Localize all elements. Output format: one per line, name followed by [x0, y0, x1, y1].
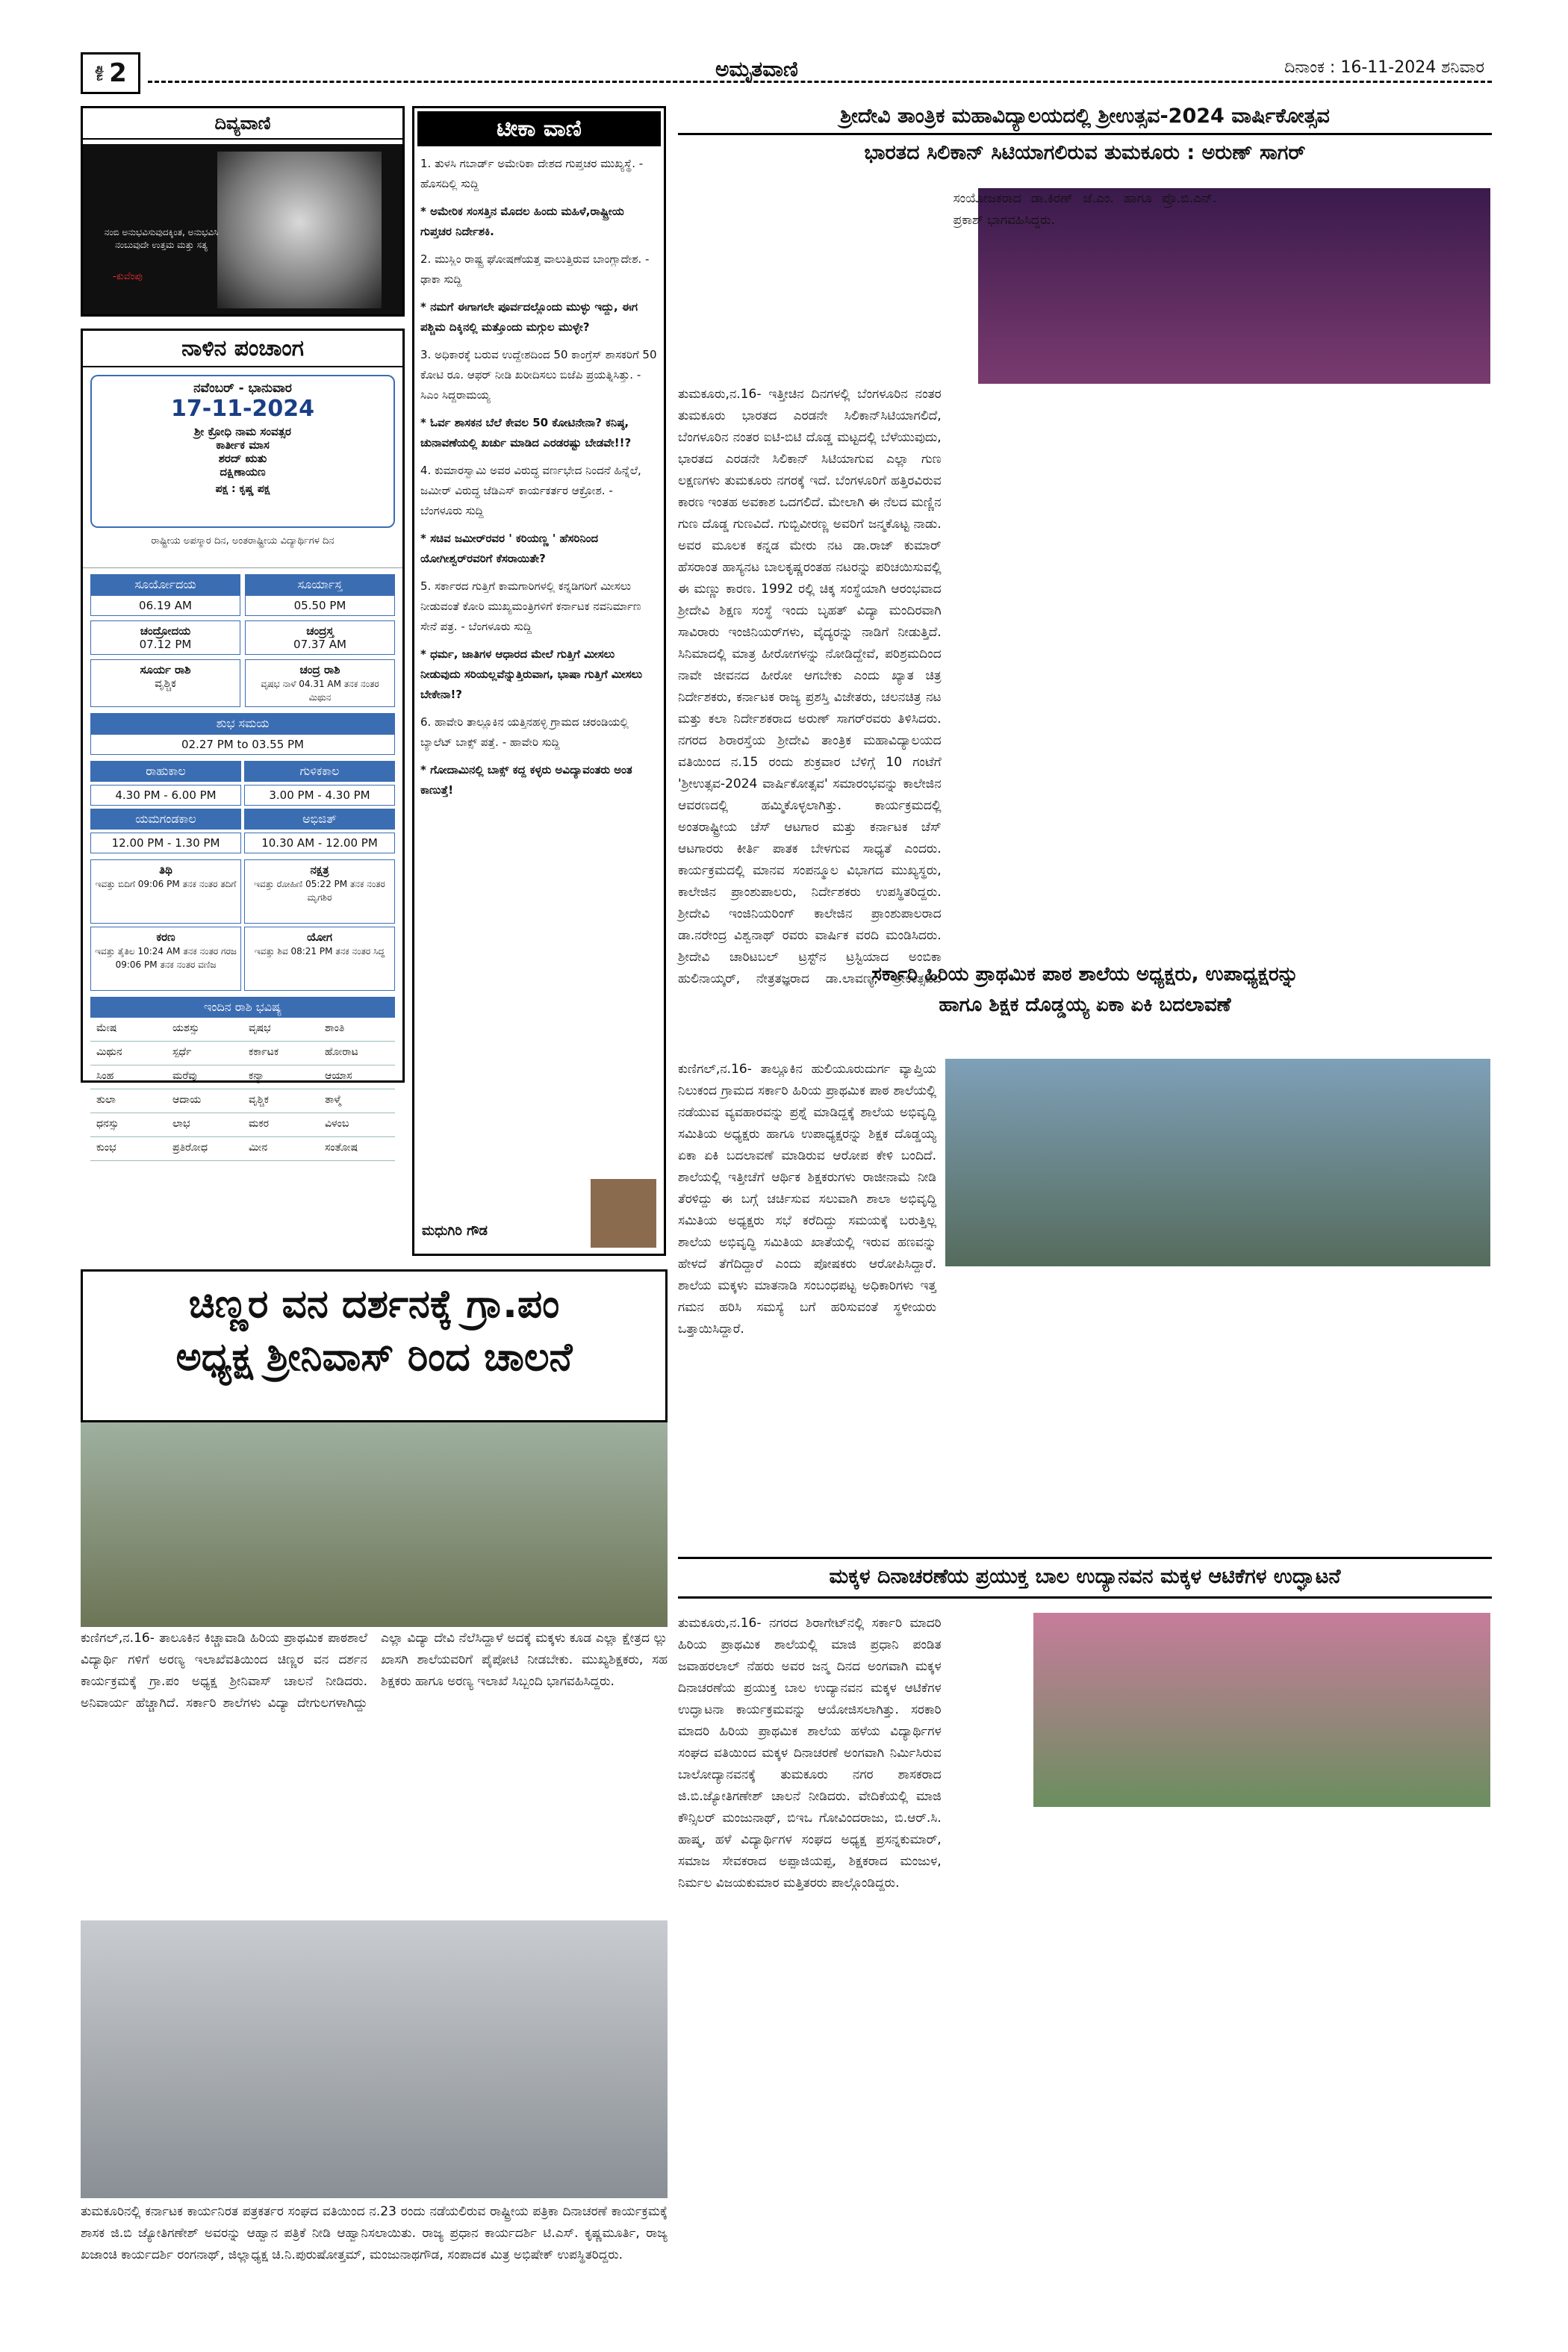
surya-rashi: ವೃಶ್ಚಿಕ — [155, 676, 176, 690]
story4-headline-bar — [678, 1557, 1492, 1599]
story3-body — [81, 1628, 668, 1911]
story3-headline-box — [81, 1269, 668, 1422]
yama-time: 12.00 PM - 1.30 PM — [90, 833, 241, 853]
special-day: ರಾಷ್ಟ್ರೀಯ ಅಪಸ್ಮಾರ ದಿನ, ಅಂತರಾಷ್ಟ್ರೀಯ ವಿದ್ಯಾರ್ಥಿಗಳ ದಿನ — [83, 535, 402, 568]
story2-text: ಕುಣಿಗಲ್,ನ.16- ತಾಲ್ಲೂಕಿನ ಹುಲಿಯೂರುದುರ್ಗ ವ್ಯಾಪ್ತಿಯ ನಿಲುಕಂದ ಗ್ರಾಮದ ಸರ್ಕಾರಿ ಹಿರಿಯ ಪ್ರಾಥಮಿಕ ಪಾಠ ಶಾಲೆಯಲ್ಲಿ ನಡೆಯುವ ವ್ಯವಹಾರವನ್ನು ಪ್ರಶ್ನೆ ಮಾಡಿದ್ದಕ್ಕೆ ಶಾಲೆಯ ಅಭಿವೃದ್ಧಿ ಸಮಿತಿಯ ಅಧ್ಯಕ್ಷರು ಹಾಗೂ ಉಪಾಧ್ಯಕ್ಷರನ್ನು ಶಿಕ್ಷಕ ದೊಡ್ಡಯ್ಯ ಏಕಾ ಏಕಿ ಬದಲಾವಣೆ ಮಾಡಿರುವ ಆರೋಪ ಕೇಳಿ ಬಂದಿದೆ. ಶಾಲೆಯಲ್ಲಿ ಇತ್ತೀಚೆಗೆ ಆರ್ಥಿಕ ಶಿಕ್ಷಕರುಗಳು ರಾಜೀನಾಮೆ ನೀಡಿ ತೆರಳಿದ್ದು ಈ ಬಗ್ಗೆ ಚರ್ಚಿಸುವ ಸಲುವಾಗಿ ಶಾಲಾ ಅಭಿವೃದ್ಧಿ ಸಮಿತಿಯ ಅಧ್ಯಕ್ಷರು ಸಭೆ ಕರೆದಿದ್ದು ಸಮಯಕ್ಕೆ ಬರುತ್ತಿಲ್ಲ ಶಾಲೆಯ ಅಭಿವೃದ್ಧಿ ಸಮಿತಿಯ ಖಾತೆಯಲ್ಲಿ ಇರುವ ಹಣವನ್ನು ಹೇಳದೆ ತೆಗೆದಿದ್ದಾರೆ ಎಂದು ಪೋಷಕರು ಆರೋಪಿಸಿದ್ದಾರೆ. ಶಾಲೆಯ ಮಕ್ಕಳು ಮಾತನಾಡಿ ಸಂಬಂಧಪಟ್ಟ ಅಧಿಕಾರಿಗಳು ಇತ್ತ ಗಮನ ಹರಿಸಿ ಸಮಸ್ಯೆ ಬಗೆ ಹರಿಸುವಂತೆ ಸ್ಥಳೀಯರು ಒತ್ತಾಯಿಸಿದ್ದಾರೆ. — [678, 1062, 936, 1337]
rashi-cell: ಮೀನ — [243, 1137, 319, 1161]
rashi-cell: ಮಕರ — [243, 1113, 319, 1137]
tithi: ಇವತ್ತು ಬಿದಿಗೆ 09:06 PM ತನಕ ನಂತರ ತದಿಗೆ — [95, 879, 237, 889]
moonset: 07.37 AM — [293, 638, 346, 651]
story3-photo-2 — [81, 1920, 668, 2198]
ayana: ದಕ್ಷಿಣಾಯಣ — [220, 465, 266, 479]
story2-photo — [945, 1059, 1490, 1266]
sunrise-label: ಸೂರ್ಯೋದಯ — [90, 574, 240, 595]
moonrise: 07.12 PM — [139, 638, 192, 651]
rashi-cell: ಪ್ರತಿರೋಧ — [167, 1137, 243, 1161]
divyavani-box — [81, 106, 405, 317]
panchanga-title: ನಾಳಿನ ಪಂಚಾಂಗ — [83, 331, 402, 367]
rashi-cell: ಶಾಂತಿ — [319, 1018, 395, 1042]
moonset-label: ಚಂದ್ರಸ್ತ — [306, 624, 334, 638]
yama-label: ಯಮಗಂಡಕಾಲ — [90, 809, 241, 830]
teeka-item: * ಓರ್ವ ಶಾಸಕನ ಬೆಲೆ ಕೇವಲ 50 ಕೋಟಿನೇನಾ? ಕನಿಷ್ಠ, ಚುನಾವಣೆಯಲ್ಲಿ ಖರ್ಚು ಮಾಡಿದ ಎರಡರಷ್ಟು ಬೇಡವೇ!!? — [420, 416, 632, 449]
paper-name: ಅಮೃತವಾಣಿ — [715, 57, 798, 81]
tithi-grid — [83, 859, 402, 991]
paksha: ಪಕ್ಷ : ಕೃಷ್ಣ ಪಕ್ಷ — [215, 483, 270, 495]
story1-kicker: ಶ್ರೀದೇವಿ ತಾಂತ್ರಿಕ ಮಹಾವಿದ್ಯಾಲಯದಲ್ಲಿ ಶ್ರೀಉತ್ಸವ-2024 ವಾರ್ಷಿಕೋತ್ಸವ — [678, 105, 1492, 135]
nakshatra-label: ನಕ್ಷತ್ರ — [310, 863, 329, 877]
sun-moon-grid — [83, 568, 402, 713]
divyavani-author: -ಕುವೆಂಪು — [113, 271, 143, 282]
teeka-item: * ನಮಗೆ ಈಗಾಗಲೇ ಪೂರ್ವದಲ್ಲೊಂದು ಮುಳ್ಳು ಇದ್ದು, ಈಗ ಪಶ್ಚಿಮ ದಿಕ್ಕಿನಲ್ಲಿ ಮತ್ತೊಂದು ಮಗ್ಗುಲ ಮುಳ್ಳೇ? — [420, 300, 638, 334]
rashi-cell: ಸ್ಪರ್ಧೆ — [167, 1042, 243, 1065]
teeka-item: * ಸಚಿವ ಜಮೀರ್‌ರವರ ' ಕರಿಯಣ್ಣ ' ಹೆಸರಿನಿಂದ ಯೋಗೀಶ್ವರ್‌ರವರಿಗೆ ಕೆಸರಾಯಿತೇ? — [420, 532, 599, 565]
story4-headline: ಮಕ್ಕಳ ದಿನಾಚರಣೆಯ ಪ್ರಯುಕ್ತ ಬಾಲ ಉದ್ಯಾನವನ ಮಕ್ಕಳ ಆಟಿಕೆಗಳ ಉದ್ಘಾಟನೆ — [829, 1565, 1341, 1588]
shubha-time: 02.27 PM to 03.55 PM — [90, 734, 395, 755]
surya-rashi-label: ಸೂರ್ಯ ರಾಶಿ — [140, 663, 191, 676]
rashi-title: ಇಂದಿನ ರಾಶಿ ಭವಿಷ್ಯ — [90, 997, 395, 1018]
story3-headline-2: ಅಧ್ಯಕ್ಷ ಶ್ರೀನಿವಾಸ್ ರಿಂದ ಚಾಲನೆ — [175, 1335, 573, 1380]
rutu: ಶರದ್ ಋತು — [218, 452, 267, 465]
story1-text: ತುಮಕೂರು,ನ.16- ಇತ್ತೀಚಿನ ದಿನಗಳಲ್ಲಿ ಬೆಂಗಳೂರಿನ ನಂತರ ತುಮಕೂರು ಭಾರತದ ಎರಡನೇ ಸಿಲಿಕಾನ್‌ಸಿಟಿಯಾಗಲಿದೆ, ಬೆಂಗಳೂರಿನ ನಂತರ ಐಟಿ-ಬಿಟಿ ದೊಡ್ಡ ಮಟ್ಟದಲ್ಲಿ ಬೆಳೆಯುವುದು, ಭಾರತದ ಎರಡನೇ ಸಿಲಿಕಾನ್ ಸಿಟಿಯಾಗುವ ಎಲ್ಲಾ ಗುಣ ಲಕ್ಷಣಗಳು ತುಮಕೂರು ನಗರಕ್ಕೆ ಇದೆ. ಬೆಂಗಳೂರಿಗೆ ಹತ್ತಿರವಿರುವ ಕಾರಣ ಇಂತಹ ಅವಕಾಶ ಒದಗಲಿದೆ. ಮೇಲಾಗಿ ಈ ನೆಲದ ಮಣ್ಣಿನ ಗುಣ ದೊಡ್ಡ ಗುಣವಿದೆ. ಗುಬ್ಬಿವೀರಣ್ಣ ಅವರಿಗೆ ಜನ್ಮಕೊಟ್ಟ ನಾಡು. ಅವರ ಮೂಲಕ ಕನ್ನಡ ಮೇರು ನಟ ಡಾ.ರಾಜ್ ಕುಮಾರ್ ಹೆಸರಾಂತ ಹಾಸ್ಯನಟ ಬಾಲಕೃಷ್ಣರಂತಹ ನಟರನ್ನು ಪರಿಚಯಿಸುವಲ್ಲಿ ಈ ಮಣ್ಣು ಕಾರಣ. 1992 ರಲ್ಲಿ ಚಿಕ್ಕ ಸಂಸ್ಥೆಯಾಗಿ ಆರಂಭವಾದ ಶ್ರೀದೇವಿ ಶಿಕ್ಷಣ ಸಂಸ್ಥೆ ಇಂದು ಬೃಹತ್ ವಿದ್ಯಾ ಮಂದಿರವಾಗಿ ಸಾವಿರಾರು ಇಂಜಿನಿಯರ್‌ಗಳು, ವೈದ್ಯರನ್ನು ನಾಡಿಗೆ ನೀಡುತ್ತಿದೆ. ಸಿನಿಮಾದಲ್ಲಿ ಮಾತ್ರ ಹೀರೋಗಳನ್ನು ನೋಡಿದ್ದೇವೆ, ಪರಿಶ್ರಮದಿಂದ ನಾವೇ ಜೀವನದ ಹೀರೋ ಆಗಬೇಕು ಎಂದು ಖ್ಯಾತ ಚಿತ್ರ ನಿರ್ದೇಶಕರು, ಕರ್ನಾಟಕ ರಾಜ್ಯ ಪ್ರಶಸ್ತಿ ವಿಜೇತರು, ಚಲನಚಿತ್ರ ನಟ ಮತ್ತು ಕಲಾ ನಿರ್ದೇಶಕರಾದ ಅರುಣ್ ಸಾಗರ್‌ರವರು ತಿಳಿಸಿದರು. ನಗರದ ಶಿರಾರಸ್ತೆಯ ಶ್ರೀದೇವಿ ತಾಂತ್ರಿಕ ಮಹಾವಿದ್ಯಾಲಯದ ವತಿಯಿಂದ ನ.15 ರಂದು ಶುಕ್ರವಾರ ಬೆಳಿಗ್ಗೆ 10 ಗಂಟೆಗೆ 'ಶ್ರೀಉತ್ಸವ-2024 ವಾರ್ಷಿಕೋತ್ಸವ' ಸಮಾರಂಭವನ್ನು ಕಾಲೇಜಿನ ಆವರಣದಲ್ಲಿ ಹಮ್ಮಿಕೊಳ್ಳಲಾಗಿತ್ತು. ಕಾರ್ಯಕ್ರಮದಲ್ಲಿ ಅಂತರಾಷ್ಟ್ರೀಯ ಚೆಸ್ ಆಟಗಾರ ಮತ್ತು ಕರ್ನಾಟಕ ಚೆಸ್ ಆಟಗಾರರು ಕೀರ್ತಿ ಪಾತಕ ಬೇಳಗುವ ಸಾಧ್ಯತೆ ಎಂದರು. ಕಾರ್ಯಕ್ರಮದಲ್ಲಿ ಮಾನವ ಸಂಪನ್ಮೂಲ ವಿಭಾಗದ ಮುಖ್ಯಸ್ಥರು, ಕಾಲೇಜಿನ ಪ್ರಾಂಶುಪಾಲರು, ನಿರ್ದೇಶಕರು ಉಪಸ್ಥಿತರಿದ್ದರು. ಶ್ರೀದೇವಿ ಇಂಜಿನಿಯರಿಂಗ್ ಕಾಲೇಜಿನ ಪ್ರಾಂಶುಪಾಲರಾದ ಡಾ.ನರೇಂದ್ರ ವಿಶ್ವನಾಥ್ ರವರು ವಾರ್ಷಿಕ ವರದಿ ಮಂಡಿಸಿದರು. ಶ್ರೀದೇವಿ ಚಾರಿಟಬಲ್ ಟ್ರಸ್ಟ್‌ನ ಟ್ರಸ್ಟಿಯಾದ ಅಂಬಿಕಾ ಹುಲಿನಾಯ್ಕರ್, ನೇತ್ರತಜ್ಞರಾದ ಡಾ.ಲಾವಣ್ಯ, ಶ್ರೀಉತ್ಸವದ ಸಂಯೋಜಕರಾದ ಡಾ.ಕಿರಣ್ ಜೆ.ಎಂ. ಹಾಗೂ ಪ್ರೊ.ಬಿ.ಎನ್. ಪ್ರಕಾಶ್ ಭಾಗವಹಿಸಿದ್ದರು. — [678, 191, 1217, 986]
sunset-label: ಸೂರ್ಯಾಸ್ತ — [245, 574, 395, 595]
story3-headline-1: ಚಿಣ್ಣರ ವನ ದರ್ಶನಕ್ಕೆ ಗ್ರಾ.ಪಂ — [188, 1282, 560, 1327]
sunset: 05.50 PM — [245, 595, 395, 616]
panchanga-box — [81, 329, 405, 1154]
panchanga-date: 17-11-2024 — [171, 396, 314, 422]
photo-spacer — [678, 188, 942, 384]
guli-label: ಗುಳಿಕಕಾಲ — [244, 761, 395, 782]
story1-headlines — [678, 105, 1492, 187]
masa: ಕಾರ್ತೀಕ ಮಾಸ — [216, 438, 270, 452]
story3-text: ಕುಣಿಗಲ್,ನ.16- ತಾಲೂಕಿನ ಕಿಚ್ಚಾವಾಡಿ ಹಿರಿಯ ಪ್ರಾಥಮಿಕ ಪಾಠಶಾಲೆ ವಿದ್ಯಾರ್ಥಿ ಗಳಿಗೆ ಅರಣ್ಯ ಇಲಾಖೆವತಿಯಿಂದ ಚಿಣ್ಣರ ವನ ದರ್ಶನ ಕಾರ್ಯಕ್ರಮಕ್ಕೆ ಗ್ರಾ.ಪಂ ಅಧ್ಯಕ್ಷ ಶ್ರೀನಿವಾಸ್ ಚಾಲನೆ ನೀಡಿದರು. ಅನಿವಾರ್ಯ ಹೆಚ್ಚಾಗಿದೆ. ಸರ್ಕಾರಿ ಶಾಲೆಗಳು ವಿದ್ಯಾ ದೇಗುಲಗಳಾಗಿದ್ದು ಎಲ್ಲಾ ವಿದ್ಯಾ ದೇವಿ ನೆಲೆಸಿದ್ದಾಳೆ ಅದಕ್ಕೆ ಮಕ್ಕಳು ಕೂಡ ಎಲ್ಲಾ ಕ್ಷೇತ್ರದ ಲ್ಲು ಖಾಸಗಿ ಶಾಲೆಯವರಿಗೆ ಪೈಪೋಟಿ ನೀಡಬೇಕು. ಮುಖ್ಯಶಿಕ್ಷಕರು, ಸಹ ಶಿಕ್ಷಕರು ಹಾಗೂ ಅರಣ್ಯ ಇಲಾಖೆ ಸಿಬ್ಬಂದಿ ಭಾಗವಹಿಸಿದ್ದರು. — [81, 1631, 668, 1711]
chandra-rashi-label: ಚಂದ್ರ ರಾಶಿ — [299, 663, 340, 676]
sunrise: 06.19 AM — [90, 595, 240, 616]
author-photo — [591, 1179, 656, 1248]
rashi-cell: ಲಾಭ — [167, 1113, 243, 1137]
divyavani-quote: ನಂಬಿ ಅನುಭವಿಸುವುದಕ್ಕಿಂತ, ಅನುಭವಿಸಿ ನಂಬುವುದೇ ಉತ್ತಮ ಮತ್ತು ಸತ್ಯ — [104, 227, 219, 250]
teeka-item: * ಗೋದಾಮಿನಲ್ಲಿ ಬಾಕ್ಸ್ ಕದ್ದ ಕಳ್ಳರು ಅವಿದ್ಯಾವಂತರು ಅಂತ ಕಾಣುತ್ತೆ! — [420, 763, 632, 797]
divyavani-photo — [83, 144, 402, 314]
story4-text: ತುಮಕೂರು,ನ.16- ನಗರದ ಶಿರಾಗೇಟ್‌ನಲ್ಲಿ ಸರ್ಕಾರಿ ಮಾದರಿ ಹಿರಿಯ ಪ್ರಾಥಮಿಕ ಶಾಲೆಯಲ್ಲಿ ಮಾಜಿ ಪ್ರಧಾನಿ ಪಂಡಿತ ಜವಾಹರಲಾಲ್ ನೆಹರು ಅವರ ಜನ್ಮ ದಿನದ ಅಂಗವಾಗಿ ಮಕ್ಕಳ ದಿನಾಚರಣೆಯ ಪ್ರಯುಕ್ತ ಬಾಲ ಉದ್ಯಾನವನ ಮಕ್ಕಳ ಆಟಿಕೆಗಳ ಉದ್ಘಾಟನಾ ಕಾರ್ಯಕ್ರಮವನ್ನು ಆಯೋಜಿಸಲಾಗಿತ್ತು. ಸರಕಾರಿ ಮಾದರಿ ಹಿರಿಯ ಪ್ರಾಥಮಿಕ ಶಾಲೆಯ ಹಳೆಯ ವಿದ್ಯಾರ್ಥಿಗಳ ಸಂಘದ ವತಿಯಿಂದ ಮಕ್ಕಳ ದಿನಾಚರಣೆ ಅಂಗವಾಗಿ ನಿರ್ಮಿಸಿರುವ ಬಾಲೋದ್ಯಾನವನಕ್ಕೆ ತುಮಕೂರು ನಗರ ಶಾಸಕರಾದ ಜಿ.ಬಿ.ಜ್ಯೋತಿಗಣೇಶ್ ಚಾಲನೆ ನೀಡಿದರು. ವೇದಿಕೆಯಲ್ಲಿ ಮಾಜಿ ಕೌನ್ಸಿಲರ್ ಮಂಜುನಾಥ್, ಬಿಇಒ ಗೋವಿಂದರಾಜು, ಬಿ.ಆರ್.ಸಿ. ಹಾಷ್ಮ, ಹಳೆ ವಿದ್ಯಾರ್ಥಿಗಳ ಸಂಘದ ಅಧ್ಯಕ್ಷ ಪ್ರಸನ್ನಕುಮಾರ್, ಸಮಾಜ ಸೇವಕರಾದ ಅಪ್ಪಾಜಿಯಪ್ಪ, ಶಿಕ್ಷಕರಾದ ಮಂಜುಳ, ನಿರ್ಮಲ ವಿಜಯಕುಮಾರ ಮತ್ತಿತರರು ಪಾಲ್ಗೊಂಡಿದ್ದರು. — [678, 1616, 942, 1891]
rashi-cell: ಮೇಷ — [90, 1018, 167, 1042]
story3-photo — [81, 1422, 668, 1627]
page-number: ಪುಟ 2 — [81, 52, 140, 94]
story2-headline-1: ಸರ್ಕಾರಿ ಹಿರಿಯ ಪ್ರಾಥಮಿಕ ಪಾಠ ಶಾಲೆಯ ಅಧ್ಯಕ್ಷರು, ಉಪಾಧ್ಯಕ್ಷರನ್ನು — [871, 963, 1298, 986]
teeka-item: * ಧರ್ಮ, ಜಾತಿಗಳ ಆಧಾರದ ಮೇಲೆ ಗುತ್ತಿಗೆ ಮೀಸಲು ನೀಡುವುದು ಸರಿಯಲ್ಲವೆನ್ನುತ್ತಿರುವಾಗ, ಭಾಷಾ ಗುತ್ತಿಗೆ ಮೀಸಲು ಬೇಕೇನಾ!? — [420, 647, 643, 701]
story3-caption: ತುಮಕೂರಿನಲ್ಲಿ ಕರ್ನಾಟಕ ಕಾರ್ಯನಿರತ ಪತ್ರಕರ್ತರ ಸಂಘದ ವತಿಯಿಂದ ನ.23 ರಂದು ನಡೆಯಲಿರುವ ರಾಷ್ಟ್ರೀಯ ಪತ್ರಿಕಾ ದಿನಾಚರಣೆ ಕಾರ್ಯಕ್ರಮಕ್ಕೆ ಶಾಸಕ ಜಿ.ಬಿ ಜ್ಯೋತಿಗಣೇಶ್ ಅವರನ್ನು ಆಹ್ವಾನ ಪತ್ರಿಕೆ ನೀಡಿ ಆಹ್ವಾನಿಸಲಾಯಿತು. ರಾಜ್ಯ ಪ್ರಧಾನ ಕಾರ್ಯದರ್ಶಿ ಟಿ.ಎಸ್. ಕೃಷ್ಣಮೂರ್ತಿ, ರಾಜ್ಯ ಖಜಾಂಚಿ ಕಾರ್ಯದರ್ಶಿ ರಂಗನಾಥ್, ಜಿಲ್ಲಾಧ್ಯಕ್ಷ ಚಿ.ನಿ.ಪುರುಷೋತ್ತಮ್, ಮಂಜುನಾಥಗೌಡ, ಸಂಪಾದಕ ಮಿತ್ರ ಅಭಿಷೇಕ್ ಉಪಸ್ಥಿತರಿದ್ದರು. — [81, 2204, 668, 2262]
divyavani-title: ದಿವ್ಯವಾಣಿ — [83, 108, 402, 140]
rashi-table — [90, 1018, 395, 1161]
rashi-cell: ಕನ್ಯಾ — [243, 1065, 319, 1089]
dateline: ದಿನಾಂಕ : 16-11-2024 ಶನಿವಾರ — [1284, 58, 1484, 77]
rashi-cell: ವೃಷಭ — [243, 1018, 319, 1042]
abhi-time: 10.30 AM - 12.00 PM — [244, 833, 395, 853]
rashi-cell: ಮರೆವು — [167, 1065, 243, 1089]
rashi-cell: ತಾಳ್ಮೆ — [319, 1089, 395, 1113]
story1-headline: ಭಾರತದ ಸಿಲಿಕಾನ್ ಸಿಟಿಯಾಗಲಿರುವ ತುಮಕೂರು : ಅರುಣ್ ಸಾಗರ್ — [864, 141, 1306, 164]
rashi-cell: ಕುಂಭ — [90, 1137, 167, 1161]
rashi-cell: ಆದಾಯ — [167, 1089, 243, 1113]
rashi-cell: ವೃಶ್ಚಿಕ — [243, 1089, 319, 1113]
portrait — [217, 152, 382, 308]
rashi-cell: ಕರ್ಕಾಟಕ — [243, 1042, 319, 1065]
masthead — [81, 52, 1492, 97]
chandra-rashi: ವೃಷಭ ನಾಳೆ 04.31 AM ತನಕ ನಂತರ ಮಿಥುನ — [261, 679, 379, 703]
month-day: ನವೆಂಬರ್ - ಭಾನುವಾರ — [193, 381, 292, 396]
rashi-cell: ಆಯಾಸ — [319, 1065, 395, 1089]
teeka-author: ಮಧುಗಿರಿ ಗೌಡ — [422, 1223, 488, 1239]
teeka-item: 3. ಅಧಿಕಾರಕ್ಕೆ ಬರುವ ಉದ್ದೇಶದಿಂದ 50 ಕಾಂಗ್ರೆಸ್ ಶಾಸಕರಿಗೆ 50 ಕೋಟಿ ರೂ. ಆಫರ್ ನೀಡಿ ಖರೀದಿಸಲು ಬಿಜೆಪಿ ಪ್ರಯತ್ನಿಸಿತ್ತು. - ಸಿಎಂ ಸಿದ್ದರಾಮಯ್ಯ — [420, 348, 657, 402]
teeka-vani-box — [412, 106, 666, 1256]
kala-grid — [83, 755, 402, 859]
guli-time: 3.00 PM - 4.30 PM — [244, 785, 395, 806]
rashi-cell: ಯಶಸ್ಸು — [167, 1018, 243, 1042]
story2-headlines — [678, 963, 1492, 1053]
samvatsara: ಶ್ರೀ ಕ್ರೋಧಿ ನಾಮ ಸಂವತ್ಸರ — [194, 425, 291, 438]
nakshatra: ಇವತ್ತು ರೋಹಿಣಿ 05:22 PM ತನಕ ನಂತರ ಮೃಗಶಿರ — [254, 879, 385, 903]
karana: ಇವತ್ತು ತೈತಿಲ 10:24 AM ತನಕ ನಂತರ ಗರಜ 09:06 PM ತನಕ ನಂತರ ವಣಿಜ — [95, 946, 237, 970]
rashi-cell: ಮಿಥುನ — [90, 1042, 167, 1065]
story1-body — [678, 188, 1492, 1017]
rahu-time: 4.30 PM - 6.00 PM — [90, 785, 241, 806]
karana-label: ಕರಣ — [156, 930, 175, 944]
moonrise-label: ಚಂದ್ರೋದಯ — [140, 624, 191, 638]
story2-headline-2: ಹಾಗೂ ಶಿಕ್ಷಕ ದೊಡ್ಡಯ್ಯ ಏಕಾ ಏಕಿ ಬದಲಾವಣೆ — [939, 994, 1231, 1016]
yoga-label: ಯೋಗ — [306, 930, 333, 944]
rashi-cell: ಸಿಂಹ — [90, 1065, 167, 1089]
teeka-item: 6. ಹಾವೇರಿ ತಾಲ್ಲೂಕಿನ ಯತ್ತಿನಹಳ್ಳಿ ಗ್ರಾಮದ ಚರಂಡಿಯಲ್ಲಿ ಬ್ಯಾಲೆಟ್ ಬಾಕ್ಸ್ ಪತ್ತೆ. - ಹಾವೇರಿ ಸುದ್ದಿ — [420, 715, 629, 749]
rashi-cell: ತುಲಾ — [90, 1089, 167, 1113]
teeka-title: ಟೀಕಾ ವಾಣಿ — [417, 111, 661, 146]
teeka-list — [414, 149, 664, 812]
panchanga-card — [90, 375, 395, 528]
teeka-item: * ಅಮೇರಿಕ ಸಂಸತ್ತಿನ ಮೊದಲ ಹಿಂದು ಮಹಿಳೆ,ರಾಷ್ಟ್ರೀಯ ಗುಪ್ತಚರ ನಿರ್ದೇಶಕಿ. — [420, 205, 624, 238]
rashi-cell: ಧನಸ್ಸು — [90, 1113, 167, 1137]
rashi-cell: ಸಂತೋಷ — [319, 1137, 395, 1161]
masthead-rule — [148, 81, 1492, 83]
rahu-label: ರಾಹುಕಾಲ — [90, 761, 241, 782]
story4-body — [678, 1613, 1492, 2300]
teeka-item: 5. ಸರ್ಕಾರದ ಗುತ್ತಿಗೆ ಕಾಮಗಾರಿಗಳಲ್ಲಿ ಕನ್ನಡಿಗರಿಗೆ ಮೀಸಲು ನೀಡುವಂತೆ ಕೋರಿ ಮುಖ್ಯಮಂತ್ರಿಗಳಿಗೆ ಕರ್ನಾಟಕ ನವನಿರ್ಮಾಣ ಸೇನೆ ಪತ್ರ. - ಬೆಂಗಳೂರು ಸುದ್ದಿ — [420, 579, 641, 633]
teeka-item: 1. ತುಳಸಿ ಗಬಾರ್ಡ್ ಅಮೇರಿಕಾ ದೇಶದ ಗುಪ್ತಚರ ಮುಖ್ಯಸ್ಥೆ. - ಹೊಸದಿಲ್ಲಿ ಸುದ್ದಿ — [420, 157, 644, 190]
tithi-label: ತಿಥಿ — [159, 863, 172, 877]
teeka-item: 4. ಕುಮಾರಸ್ವಾಮಿ ಅವರ ವಿರುದ್ಧ ವರ್ಣಭೇದ ನಿಂದನೆ ಹಿನ್ನೆಲೆ, ಜಮೀರ್ ವಿರುದ್ಧ ಜೆಡಿಎಸ್ ಕಾರ್ಯಕರ್ತರ ಆಕ್ರೋಶ. - ಬೆಂಗಳೂರು ಸುದ್ದಿ — [420, 464, 641, 517]
abhi-label: ಅಭಿಜಿತ್ — [244, 809, 395, 830]
teeka-item: 2. ಮುಸ್ಲಿಂ ರಾಷ್ಟ್ರ ಘೋಷಣೆಯತ್ತ ವಾಲುತ್ತಿರುವ ಬಾಂಗ್ಲಾದೇಶ. - ಢಾಕಾ ಸುದ್ದಿ — [420, 252, 650, 286]
rashi-cell: ವಿಳಂಬ — [319, 1113, 395, 1137]
yoga: ಇವತ್ತು ಶಿವ 08:21 PM ತನಕ ನಂತರ ಸಿದ್ಧ — [254, 946, 385, 956]
shubha-label: ಶುಭ ಸಮಯ — [90, 713, 395, 734]
rashi-cell: ಹೋರಾಟ — [319, 1042, 395, 1065]
